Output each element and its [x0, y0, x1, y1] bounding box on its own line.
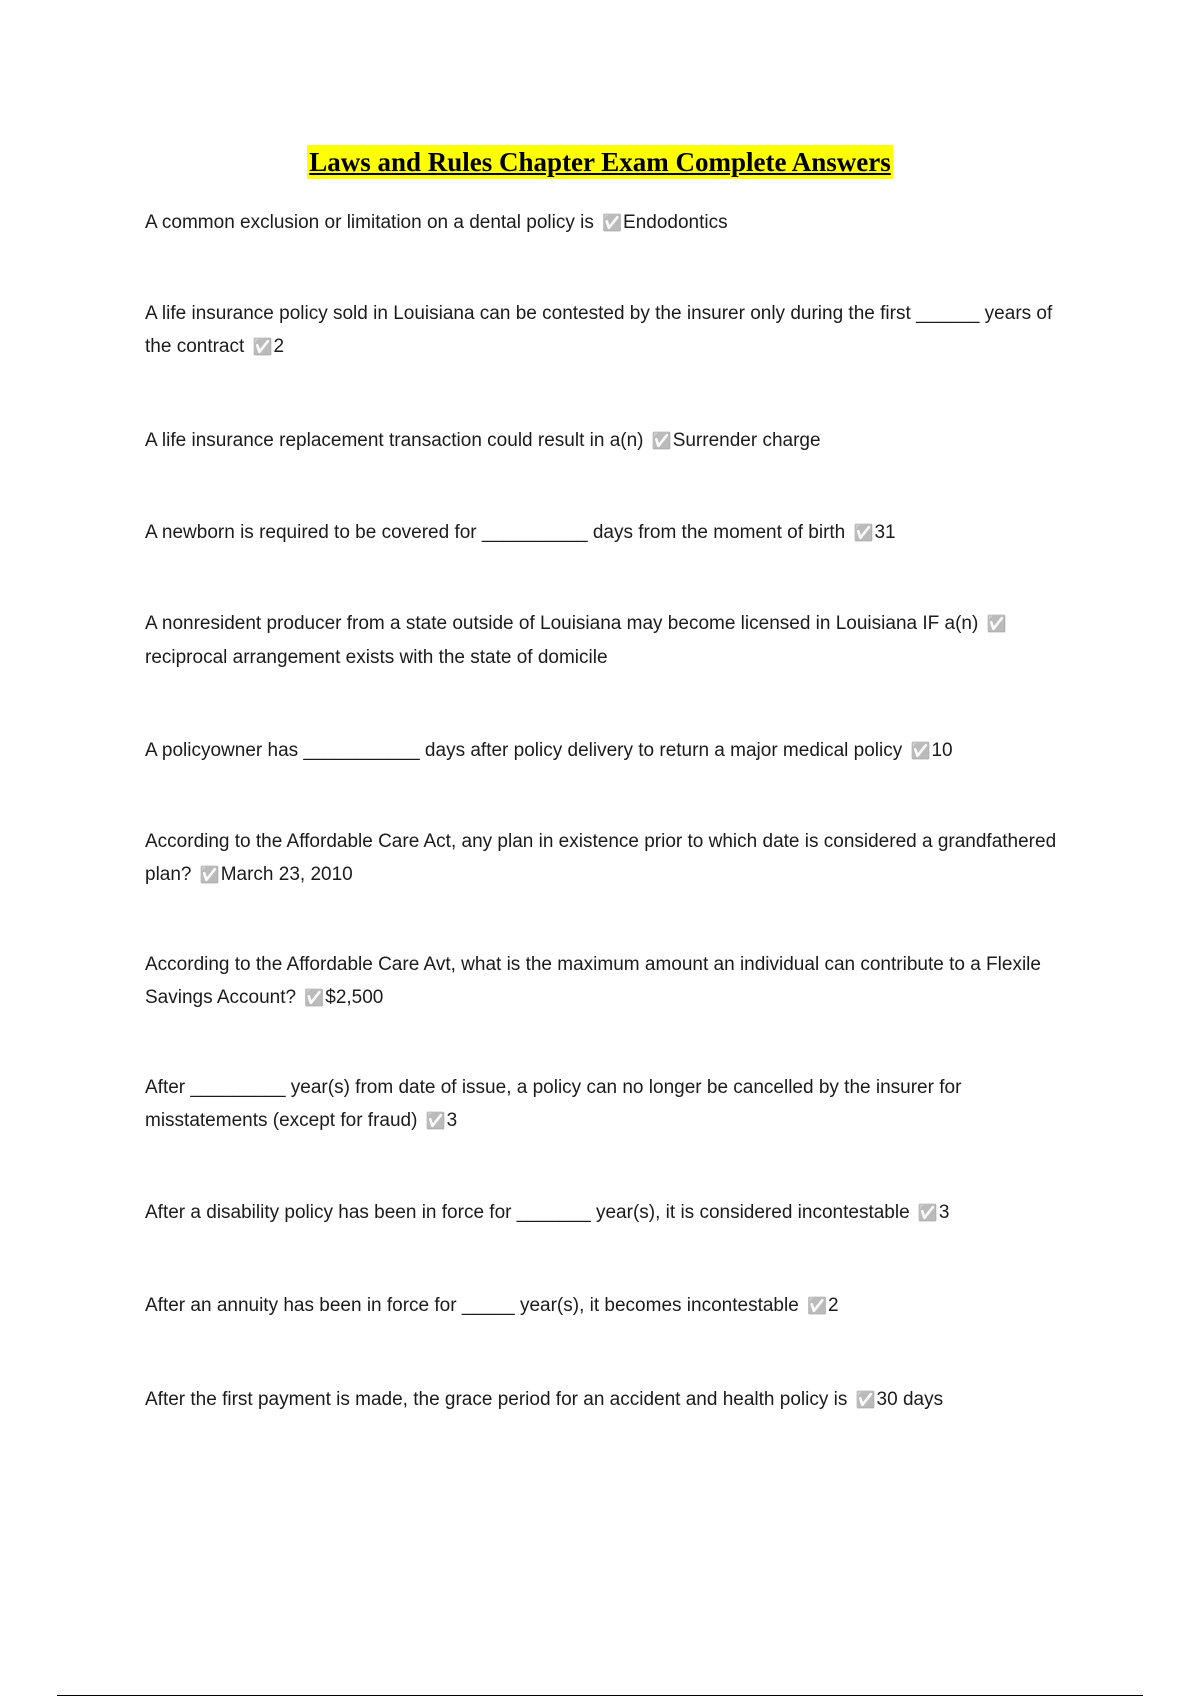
question-text: A common exclusion or limitation on a dental policy is [145, 212, 594, 233]
qa-item [145, 1196, 1065, 1230]
answer-text: Surrender charge [672, 430, 821, 451]
check-mark-icon: ✅ [855, 1392, 876, 1409]
qa-item [145, 424, 1065, 458]
check-mark-icon: ✅ [807, 1298, 827, 1315]
check-mark-icon: ✅ [602, 215, 623, 232]
check-mark-icon: ✅ [425, 1113, 446, 1130]
question-text: A life insurance policy sold in Louisiana can be contested by the insurer only during the first ______ years of the contract [145, 303, 1053, 357]
answer-text: 2 [273, 336, 285, 357]
question-text: After a disability policy has been in force for _______ year(s), it is considered incontestable [145, 1202, 910, 1223]
check-mark-icon: ✅ [252, 339, 273, 356]
question-text: According to the Affordable Care Avt, what is the maximum amount an individual can contribute to a Flexile Savings Account? [145, 954, 1041, 1008]
question-text: A policyowner has ___________ days after policy delivery to return a major medical policy [145, 740, 903, 761]
question-text: A life insurance replacement transaction could result in a(n) [145, 430, 644, 451]
question-text: According to the Affordable Care Act, any plan in existence prior to which date is considered a grandfathered plan? [145, 831, 1057, 885]
qa-item [145, 1383, 1065, 1417]
check-mark-icon: ✅ [304, 990, 325, 1007]
qa-item [145, 607, 1065, 674]
qa-item [145, 1071, 1065, 1138]
answer-text: $2,500 [325, 987, 384, 1008]
answer-text: 3 [446, 1110, 458, 1131]
answer-text: 3 [938, 1202, 950, 1223]
check-mark-icon: ✅ [917, 1205, 938, 1222]
page-title: Laws and Rules Chapter Exam Complete Answers [309, 147, 891, 177]
answer-text: reciprocal arrangement exists with the state of domicile [145, 647, 608, 668]
check-mark-icon: ✅ [986, 616, 1007, 633]
check-mark-icon: ✅ [853, 525, 874, 542]
question-text: After _________ year(s) from date of issue, a policy can no longer be cancelled by the insurer for misstatements (except for fraud) [145, 1077, 962, 1131]
check-mark-icon: ✅ [910, 743, 931, 760]
answer-text: Endodontics [623, 212, 728, 233]
question-text: A newborn is required to be covered for __________ days from the moment of birth [145, 522, 846, 543]
qa-item [145, 297, 1065, 364]
title-container [0, 145, 1200, 179]
question-text: A nonresident producer from a state outside of Louisiana may become licensed in Louisiana IF a(n) [145, 613, 979, 634]
question-text: After the first payment is made, the grace period for an accident and health policy is [145, 1389, 848, 1410]
answer-text: 2 [827, 1295, 839, 1316]
answer-text: 10 [931, 740, 953, 761]
bottom-divider [57, 1695, 1143, 1696]
qa-item [145, 825, 1065, 892]
answer-text: March 23, 2010 [220, 864, 353, 885]
check-mark-icon: ✅ [651, 433, 672, 450]
check-mark-icon: ✅ [199, 867, 220, 884]
qa-item [145, 516, 1065, 550]
qa-item [145, 734, 1065, 768]
qa-item [145, 948, 1065, 1015]
question-text: After an annuity has been in force for _____ year(s), it becomes incontestable [145, 1295, 799, 1316]
qa-item [145, 206, 1065, 240]
answer-text: 30 days [876, 1389, 944, 1410]
qa-item [145, 1289, 1065, 1323]
answer-text: 31 [874, 522, 896, 543]
